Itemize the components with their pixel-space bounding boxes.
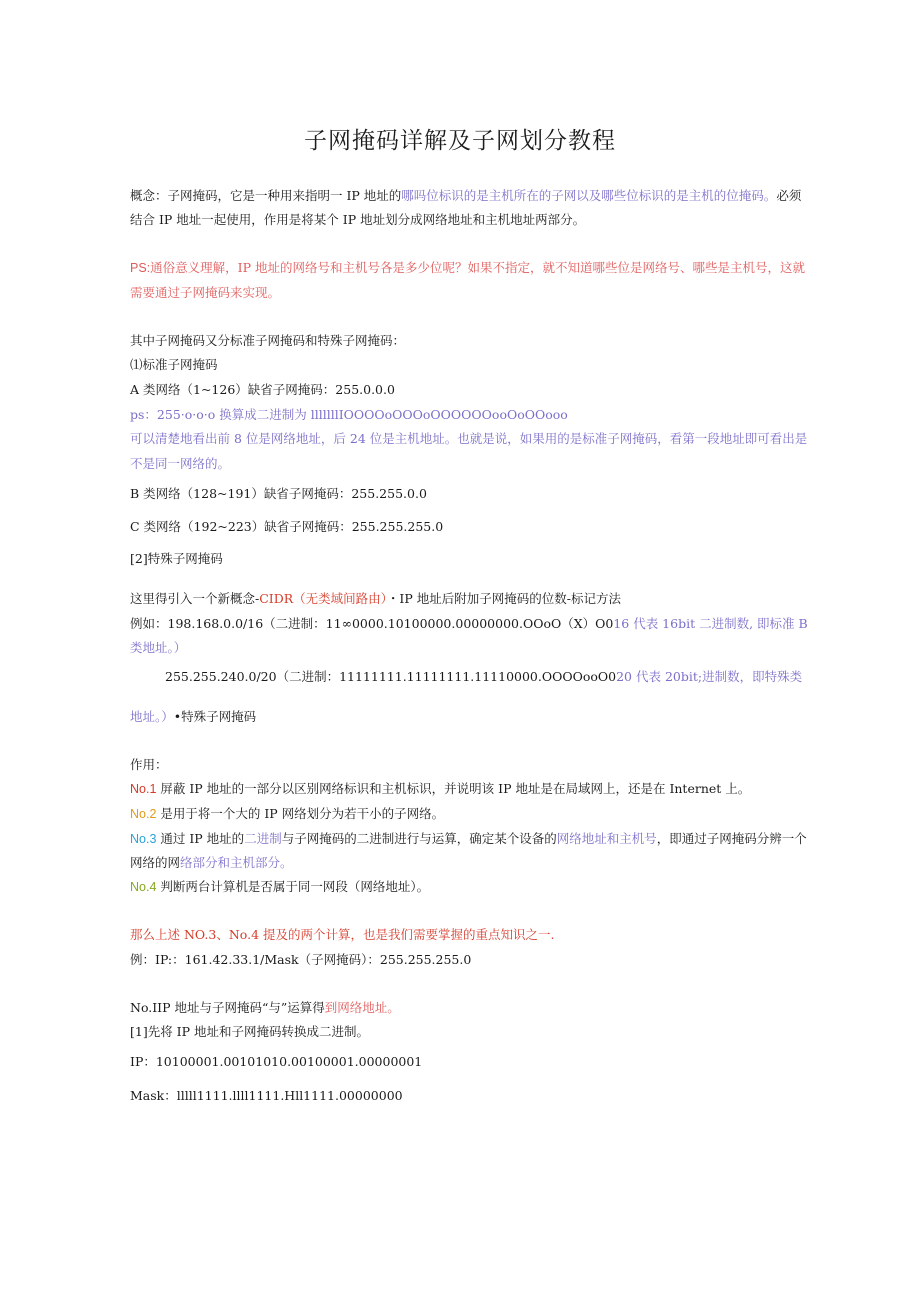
concept-text-end: 必须 — [776, 188, 802, 203]
example-1-continuation: 类地址。） — [130, 640, 187, 655]
ps-label: PS: — [130, 261, 151, 275]
usage-item-1 — [130, 780, 750, 798]
concept-highlight: 哪吗位标识的是主机所在的子网以及哪些位标识的是主机的位掩码。 — [401, 188, 777, 203]
usage-item-4-text: 判断两台计算机是否属于同一网段（网络地址）。 — [156, 879, 430, 894]
example-2-note: 20 代表 20bit;进制数，即特殊类 — [616, 669, 803, 684]
usage-item-3-l2-text: 网络的网 — [130, 855, 181, 870]
step-2-line: [1]先将 IP 地址和子网掩码转换成二进制。 — [130, 1024, 370, 1039]
usage-item-3-text-e: ，即通过子网掩码分辨一个 — [656, 831, 807, 846]
binary-conversion-line: ps：255·o·o·o 换算成二进制为 lllllllIOOOOoOOOoOOOOOOooOoOOooo — [130, 407, 568, 422]
example-1-text: 例如：198.168.0.0/16（二进制：11∞0000.10100000.00000000.OOoO（X）O0 — [130, 616, 614, 631]
concept-line-2: 结合 IP 地址一起使用，作用是将某个 IP 地址划分成网络地址和主机地址两部分。 — [130, 212, 586, 227]
ps-text: 通俗意义理解，IP 地址的网络号和主机号各是多少位呢？如果不指定，就不知道哪些位是网络号、哪些是主机号，这就 — [150, 260, 805, 275]
ps-line-2: 需要通过子网掩码来实现。 — [130, 285, 281, 300]
step-1-text: No.IIP 地址与子网掩码“与”运算得 — [130, 1000, 325, 1015]
usage-item-3-number: No.3 — [130, 832, 157, 846]
usage-item-4 — [130, 878, 429, 896]
example-1-note: 16 代表 16bit 二进制数, 即标准 B — [613, 616, 808, 631]
explanation-line-1: 可以清楚地看出前 8 位是网络地址，后 24 位是主机地址。也就是说，如果用的是标准子网掩码，看第一段地址即可看出是 — [130, 431, 808, 446]
example-2-continuation — [130, 708, 256, 726]
example-2-text: 255.255.240.0/20（二进制：11111111.11111111.11110000.OOOOooO0 — [165, 669, 617, 684]
usage-item-1-number: No.1 — [130, 782, 157, 796]
ip-binary-line: IP：10100001.00101010.00100001.00000001 — [130, 1054, 423, 1069]
usage-item-2-text: 是用于将一个大的 IP 网络划分为若干小的子网络。 — [156, 806, 445, 821]
concept-line-1 — [130, 187, 801, 205]
step-1-result: 到网络地址。 — [324, 1000, 400, 1015]
cidr-term: CIDR（无类域间路由） — [259, 591, 387, 606]
usage-item-3-binary: 二进制 — [244, 831, 282, 846]
usage-heading: 作用： — [130, 757, 168, 772]
usage-item-1-text: 屏蔽 IP 地址的一部分以区别网络标识和主机标识，并说明该 IP 地址是在局域网上，还是在 Internet 上。 — [156, 781, 751, 796]
document-title: 子网掩码详解及子网划分教程 — [304, 128, 616, 154]
usage-item-2 — [130, 805, 444, 823]
usage-item-3 — [130, 830, 807, 848]
example-2-end: 地址。） — [130, 709, 174, 724]
class-c-line: C 类网络（192~223）缺省子网掩码：255.255.255.0 — [130, 519, 444, 534]
usage-item-3-l2-highlight: 络部分和主机部分。 — [180, 855, 293, 870]
usage-item-4-number: No.4 — [130, 880, 157, 894]
class-a-line: A 类网络（1~126）缺省子网掩码：255.0.0.0 — [130, 382, 395, 397]
explanation-line-2: 不是同一网络的。 — [130, 456, 231, 471]
usage-item-2-number: No.2 — [130, 807, 157, 821]
cidr-text-end: ・IP 地址后附加子网掩码的位数-标记方法 — [386, 591, 621, 606]
emphasis-line: 那么上述 NO.3、No.4 提及的两个计算，也是我们需要掌握的重点知识之一. — [130, 927, 555, 942]
mask-types-intro: 其中子网掩码又分标准子网掩码和特殊子网掩码： — [130, 333, 406, 348]
step-1-line — [130, 999, 400, 1017]
usage-item-3-text-a: 通过 IP 地址的 — [156, 831, 245, 846]
example-2-line — [165, 668, 802, 686]
cidr-line — [130, 590, 621, 608]
example-1-line — [130, 615, 808, 633]
usage-item-3-text-c: 与子网掩码的二进制进行与运算，确定某个设备的 — [281, 831, 557, 846]
mask-binary-line: Mask：lllll1111.llll1111.Hll1111.00000000 — [130, 1088, 403, 1103]
standard-mask-heading: ⑴标准子网掩码 — [130, 357, 218, 372]
special-mask-heading: [2]特殊子网掩码 — [130, 551, 223, 566]
concept-text: 概念：子网掩码，它是一种用来指明一 IP 地址的 — [130, 188, 402, 203]
example-ip-line: 例：IP:：161.42.33.1/Mask（子网掩码）：255.255.255.0 — [130, 952, 472, 967]
special-mask-bullet: •特殊子网掩码 — [173, 709, 257, 724]
usage-item-3-line-2 — [130, 854, 293, 872]
usage-item-3-network-host: 网络地址和主机号 — [556, 831, 657, 846]
ps-line-1 — [130, 259, 805, 277]
class-b-line: B 类网络（128~191）缺省子网掩码：255.255.0.0 — [130, 486, 427, 501]
cidr-text: 这里得引入一个新概念- — [130, 591, 260, 606]
